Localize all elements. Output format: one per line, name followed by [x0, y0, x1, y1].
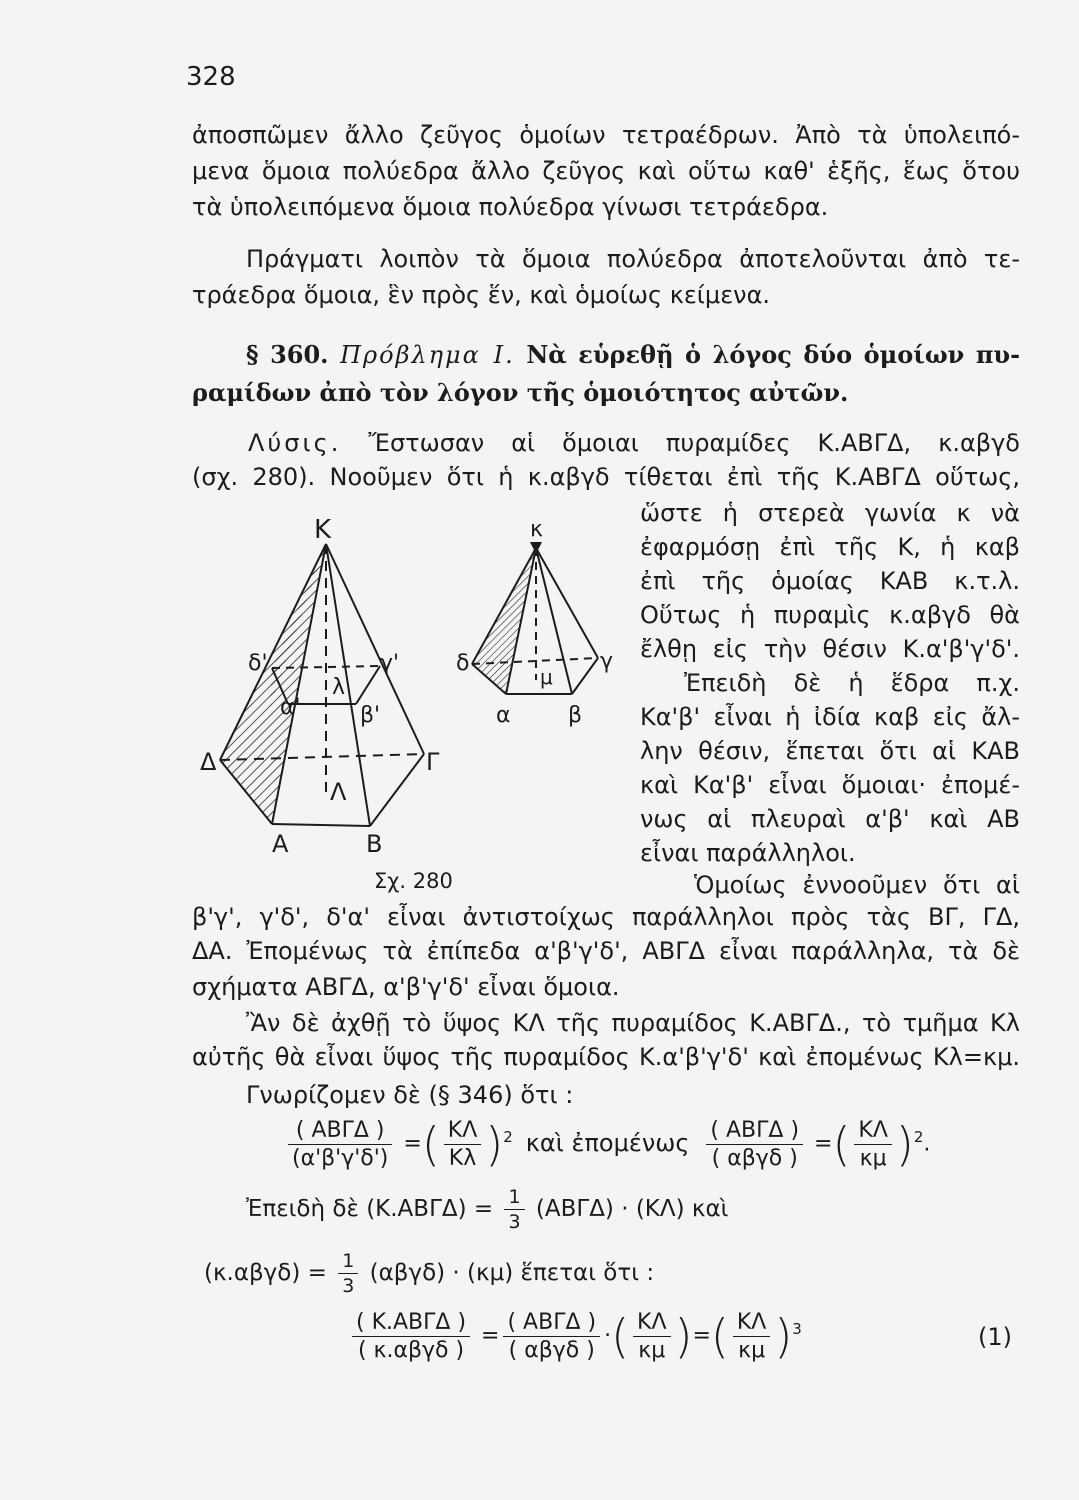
eq3-frac-num: 1 [338, 1250, 358, 1274]
label-beta-prime: β' [360, 703, 381, 728]
text-line: αὐτῆς θὰ εἶναι ὕψος τῆς πυραμίδος Κ.α'β'γ'δ' καὶ ἐπομένως Κλ=κμ. [192, 1043, 1020, 1071]
label-lambda-small: λ [332, 675, 346, 700]
label-mu-small: μ [540, 665, 553, 689]
label-delta-small: δ [456, 651, 470, 676]
figure-280 [200, 508, 630, 898]
eq2-post: (ΑΒΓΔ) · (ΚΛ) καὶ [535, 1196, 729, 1222]
label-Lambda: Λ [330, 778, 347, 806]
eq1-den4: κμ [859, 1146, 887, 1171]
label-alpha-prime: α' [280, 695, 301, 720]
text-line: Ἐπειδὴ δὲ ἡ ἕδρα π.χ. [684, 669, 1020, 697]
label-K: Κ [314, 515, 332, 545]
eq1-num3: ( ΑΒΓΔ ) [706, 1118, 803, 1145]
text-line: ὥστε ἡ στερεὰ γωνία κ νὰ [640, 499, 1020, 527]
section-number: § 360. [246, 340, 329, 369]
eq4-exp: 3 [792, 1320, 802, 1339]
text-line: Πράγματι λοιπὸν τὰ ὅμοια πολύεδρα ἀποτελοῦνται ἀπὸ τε- [246, 245, 1020, 273]
label-delta-prime: δ' [248, 651, 268, 676]
apex-marker [530, 542, 542, 554]
text-line: τράεδρα ὅμοια, ἓν πρὸς ἕν, καὶ ὁμοίως κείμενα. [192, 281, 771, 309]
eq3-post: (αβγδ) · (κμ) ἕπεται ὅτι : [369, 1260, 655, 1286]
text-line: τὰ ὑπολειπόμενα ὅμοια πολύεδρα γίνωσι τετράεδρα. [192, 193, 829, 221]
solution-label: Λύσις. [248, 429, 342, 457]
large-pyramid [220, 544, 424, 826]
label-gamma-prime: γ' [380, 651, 400, 676]
eq4-den1: ( κ.αβγδ ) [357, 1338, 465, 1363]
text-line: εἶναι παράλληλοι. [640, 839, 856, 867]
text-line: μενα ὅμοια πολύεδρα ἄλλο ζεῦγος καὶ οὕτω καθ' ἑξῆς, ἕως ὅτου [192, 157, 1020, 185]
text-line: Ὁμοίως ἐννοοῦμεν ὅτι αἱ [694, 871, 1020, 899]
solution-text: Ἔστωσαν αἱ ὅμοιαι πυραμίδες Κ.ΑΒΓΔ, κ.αβγδ [368, 429, 1020, 457]
eq1-den3: ( αβγδ ) [711, 1146, 798, 1171]
label-A: Α [272, 830, 289, 858]
eq4-den2: ( αβγδ ) [508, 1338, 595, 1363]
label-Delta: Δ [200, 748, 217, 776]
label-gamma-small: γ [600, 649, 614, 674]
text-line: λην θέσιν, ἕπεται ὅτι αἱ ΚΑΒ [640, 737, 1020, 765]
eq2-frac-num: 1 [504, 1186, 524, 1210]
text-line: ἐπὶ τῆς ὁμοίας ΚΑΒ κ.τ.λ. [640, 567, 1020, 595]
equation-4: $\frac{\text{( Κ.ΑΒΓΔ )}}{\text{( κ.αβγδ )}}$ = $\frac{\text{( ΑΒΓΔ )}}{\text{( αβγδ )}}$ ·( $\frac{K\Lambda}{\kappa\mu}$ )=( $\frac{K\Lambda}{\kappa\mu}$ )$^3$ [348, 1310, 802, 1363]
label-Gamma: Γ [426, 748, 440, 776]
eq1-num4: ΚΛ [854, 1118, 891, 1145]
eq1-exp1: 2 [503, 1128, 513, 1147]
eq4-num4: ΚΛ [733, 1310, 770, 1337]
eq2-pre: Ἐπειδὴ δὲ (Κ.ΑΒΓΔ) = [246, 1196, 494, 1222]
section-title-italic: Πρόβλημα Ι. [340, 341, 515, 369]
section-heading-line2: ραμίδων ἀπὸ τὸν λόγον τῆς ὁμοιότητος αὐτῶν. [192, 378, 849, 407]
text-line: ΔΑ. Ἐπομένως τὰ ἐπίπεδα α'β'γ'δ', ΑΒΓΔ εἶναι παράλληλα, τὰ δὲ [192, 937, 1020, 965]
eq4-den4: κμ [738, 1338, 766, 1363]
eq1-num2: ΚΛ [444, 1118, 481, 1145]
section-title: Νὰ εὑρεθῇ ὁ λόγος δύο ὁμοίων πυ- [526, 340, 1021, 369]
text-line: νως αἱ πλευραὶ α'β' καὶ ΑΒ [640, 805, 1020, 833]
equation-1: $\frac{\text{( ΑΒΓΔ )}}{(\alpha'\beta'\gamma'\delta')}$ =( $\frac{K\Lambda}{K\lambda}$ )$^2$ καὶ ἐπομένως $\frac{\text{( ΑΒΓΔ )}}{\text{( αβγδ )}}$ =( $\frac{K\Lambda}{\kappa\mu}$ )$^2$. [284, 1118, 930, 1171]
text-line: ἐφαρμόσῃ ἐπὶ τῆς Κ, ἡ καβ [640, 533, 1020, 561]
equation-2 [246, 1186, 728, 1233]
text-line: Κα'β' εἶναι ἡ ἰδία καβ εἰς ἄλ- [640, 703, 1020, 731]
text-line: ἀποσπῶμεν ἄλλο ζεῦγος ὁμοίων τετραέδρων. Ἀπὸ τὰ ὑπολειπό- [192, 121, 1020, 149]
text-line: Ἂν δὲ ἀχθῇ τὸ ὕψος ΚΛ τῆς πυραμίδος Κ.ΑΒΓΔ., τὸ τμῆμα Κλ [246, 1009, 1020, 1037]
text-line: (σχ. 280). Νοοῦμεν ὅτι ἡ κ.αβγδ τίθεται ἐπὶ τῆς Κ.ΑΒΓΔ οὕτως, [192, 463, 1020, 491]
section-heading [246, 340, 1020, 370]
text-line: καὶ Κα'β' εἶναι ὅμοιαι· ἐπομέ- [640, 771, 1020, 799]
label-k-small: κ [530, 517, 543, 542]
text-line: β'γ', γ'δ', δ'α' εἶναι ἀντιστοίχως παράλληλοι πρὸς τὰς ΒΓ, ΓΔ, [192, 903, 1020, 931]
eq1-num1: ( ΑΒΓΔ ) [288, 1118, 392, 1145]
eq4-num1: ( Κ.ΑΒΓΔ ) [352, 1310, 470, 1337]
text-line [248, 428, 1020, 458]
label-beta-small: β [568, 703, 583, 728]
text-line: σχήματα ΑΒΓΔ, α'β'γ'δ' εἶναι ὅμοια. [192, 973, 620, 1001]
page-number: 328 [186, 62, 236, 92]
figure-caption: Σχ. 280 [374, 869, 453, 893]
eq3-pre: (κ.αβγδ) = [204, 1260, 327, 1286]
eq4-den3: κμ [638, 1338, 666, 1363]
label-alpha-small: α [496, 703, 511, 728]
eq3-frac-den: 3 [342, 1275, 355, 1297]
label-B: Β [366, 830, 383, 858]
eq1-mid-text: καὶ ἐπομένως [525, 1128, 690, 1157]
eq1-exp2: 2 [913, 1128, 924, 1147]
eq1-den2: Κλ [448, 1146, 477, 1171]
small-pyramid [472, 548, 598, 694]
text-line: Οὕτως ἡ πυραμὶς κ.αβγδ θὰ [640, 601, 1020, 629]
eq1-den1: (α'β'γ'δ') [292, 1146, 389, 1171]
text-line: Γνωρίζομεν δὲ (§ 346) ὅτι : [246, 1081, 574, 1109]
equation-3 [204, 1250, 654, 1297]
eq4-num3: ΚΛ [633, 1310, 670, 1337]
eq4-num2: ( ΑΒΓΔ ) [503, 1310, 600, 1337]
equation-label: (1) [978, 1323, 1012, 1351]
text-line: ἔλθῃ εἰς τὴν θέσιν Κ.α'β'γ'δ'. [640, 635, 1020, 663]
eq2-frac-den: 3 [508, 1211, 521, 1233]
